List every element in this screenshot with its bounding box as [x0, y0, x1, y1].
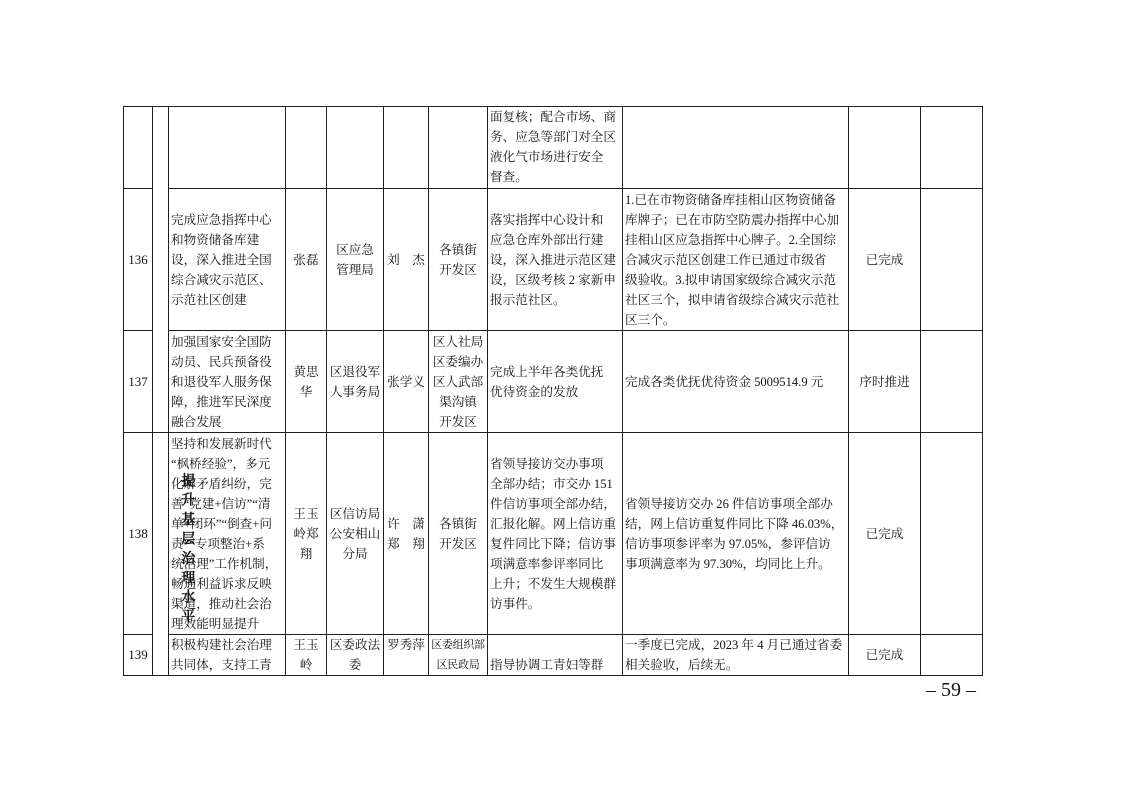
task-cell: 坚持和发展新时代 “枫桥经验”，多元 化解矛盾纠纷，完 善“党建+信访”“清 单+闭环”“倒查+问 责”“专项整治+系 统治理”工作机制， 畅通利益诉求反映 渠道，推动社会治 理效能明显提升 — [169, 433, 286, 635]
number-cell: 139 — [124, 635, 153, 676]
leader-cell: 黄思 华 — [286, 331, 327, 433]
task-cell: 积极构建社会治理 共同体，支持工青 — [169, 635, 286, 676]
unit-cell: 区委政法 委 — [327, 635, 384, 676]
leader-cell — [286, 107, 327, 189]
progress-cell: 一季度已完成，2023 年 4 月已通过省委 相关验收，后续无。 — [623, 635, 849, 676]
person-cell: 罗秀萍 — [384, 635, 429, 676]
number-cell: 136 — [124, 189, 153, 331]
table-row — [124, 331, 983, 433]
number-cell: 138 — [124, 433, 153, 635]
task-cell — [169, 107, 286, 189]
status-cell: 序时推进 — [849, 331, 921, 433]
person-cell: 许 潇 郑 翔 — [384, 433, 429, 635]
coop-cell — [429, 107, 488, 189]
table-row — [124, 635, 983, 676]
coop-cell: 各镇街 开发区 — [429, 189, 488, 331]
category-cell — [153, 433, 195, 676]
page-number: – 59 – — [926, 679, 976, 701]
remark-cell — [921, 331, 983, 433]
table-row-continued — [124, 107, 983, 189]
task-cell: 加强国家安全国防 动员、民兵预备役 和退役军人服务保 障，推进军民深度 融合发展 — [169, 331, 286, 433]
remark-cell — [921, 189, 983, 331]
status-cell — [849, 107, 921, 189]
number-cell: 137 — [124, 331, 153, 433]
remark-cell — [921, 433, 983, 635]
progress-cell: 省领导接访交办 26 件信访事项全部办 结，网上信访重复件同比下降 46.03%， 信访事项参评率为 97.05%，参评信访 事项满意率为 97.30%，均同比上升。 — [623, 433, 849, 635]
coop-cell: 各镇街 开发区 — [429, 433, 488, 635]
category-label: 提升基层治理水平 — [179, 473, 195, 629]
person-cell — [384, 107, 429, 189]
target-cell: 落实指挥中心设计和 应急仓库外部出行建 设，深入推进示范区建 设，区级考核 2 家新申 报示范社区。 — [488, 189, 623, 331]
status-cell: 已完成 — [849, 635, 921, 676]
remark-cell — [921, 635, 983, 676]
coop-cell: 区人社局 区委编办 区人武部 渠沟镇 开发区 — [429, 331, 488, 433]
table-row — [124, 433, 983, 635]
category-cell-previous — [153, 107, 169, 433]
status-cell: 已完成 — [849, 189, 921, 331]
progress-cell: 1.已在市物资储备库挂相山区物资储备 库牌子；已在市防空防震办指挥中心加 挂相山区应急指挥中心牌子。2.全国综 合减灾示范区创建工作已通过市级省 级验收。3.拟申请国家级综合减灾示范 社区三个，拟申请省级综合减灾示范社 区三个。 — [623, 189, 849, 331]
leader-cell: 王玉 岭 — [286, 635, 327, 676]
leader-cell: 王玉 岭郑 翔 — [286, 433, 327, 635]
target-cell: 指导协调工青妇等群 — [488, 635, 623, 676]
progress-cell — [623, 107, 849, 189]
remark-cell — [921, 107, 983, 189]
coop-cell: 区委组织部 区民政局 — [429, 635, 488, 676]
task-table — [123, 106, 983, 676]
table-row — [124, 189, 983, 331]
task-cell: 完成应急指挥中心 和物资储备库建 设，深入推进全国 综合减灾示范区、 示范社区创建 — [169, 189, 286, 331]
unit-cell — [327, 107, 384, 189]
status-cell: 已完成 — [849, 433, 921, 635]
progress-cell: 完成各类优抚优待资金 5009514.9 元 — [623, 331, 849, 433]
unit-cell: 区信访局 公安相山 分局 — [327, 433, 384, 635]
person-cell: 张学义 — [384, 331, 429, 433]
person-cell: 刘 杰 — [384, 189, 429, 331]
leader-cell: 张磊 — [286, 189, 327, 331]
number-cell — [124, 107, 153, 189]
target-cell: 面复核；配合市场、商 务、应急等部门对全区 液化气市场进行安全 督查。 — [488, 107, 623, 189]
unit-cell: 区应急 管理局 — [327, 189, 384, 331]
unit-cell: 区退役军 人事务局 — [327, 331, 384, 433]
target-cell: 省领导接访交办事项 全部办结；市交办 151 件信访事项全部办结， 汇报化解。网上信访重 复件同比下降；信访事 项满意率参评率同比 上升；不发生大规模群 访事件。 — [488, 433, 623, 635]
target-cell: 完成上半年各类优抚 优待资金的发放 — [488, 331, 623, 433]
